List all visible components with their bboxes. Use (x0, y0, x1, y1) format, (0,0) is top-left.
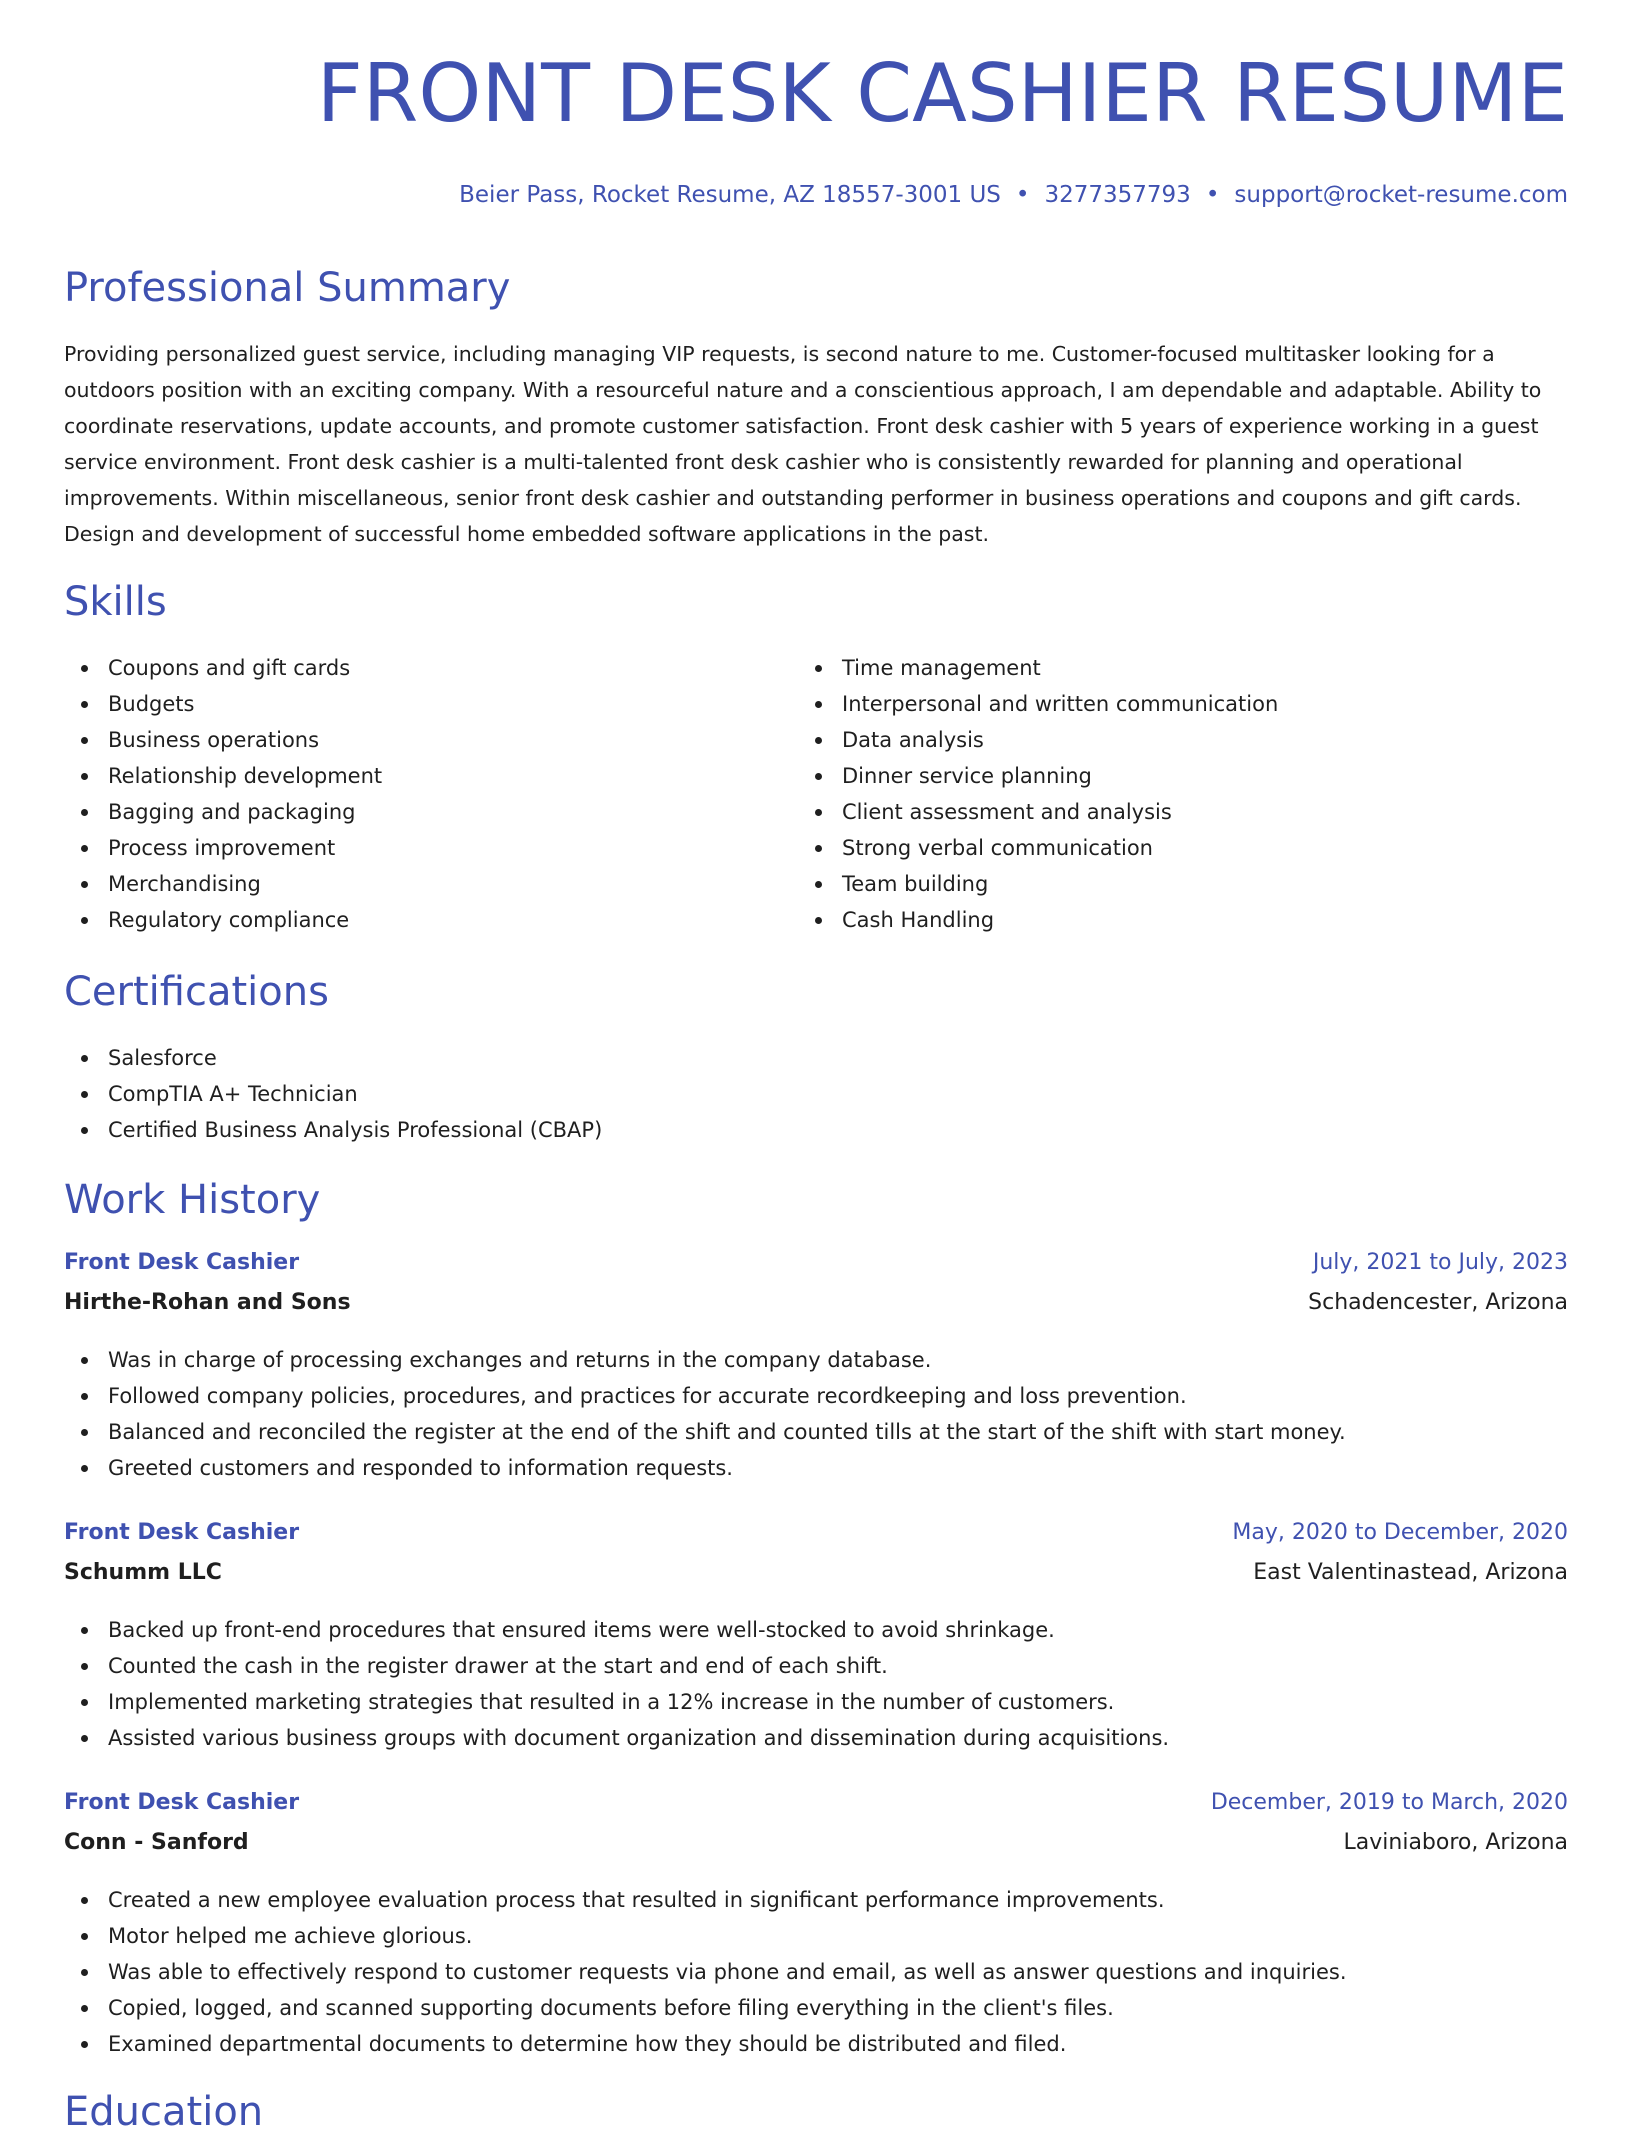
job-title: Front Desk Cashier (64, 1250, 300, 1275)
job-bullet: Assisted various business groups with document organization and dissemination during acquisitions. (64, 1720, 1568, 1756)
certification-item: Salesforce (64, 1040, 602, 1076)
job-company: Schumm LLC (64, 1560, 222, 1585)
job-title: Front Desk Cashier (64, 1790, 300, 1815)
summary-text: Providing personalized guest service, including managing VIP requests, is second nature to me. Customer-focused multitasker looking for a outdoors position with an exciting company. With a resourceful nature and a conscientious approach, I am dependable and adaptable. Ability to coordinate reservations, update accounts, and promote customer satisfaction. Front desk cashier with 5 years of experience working in a guest service environment. Front desk cashier is a multi-talented front desk cashier who is consistently rewarded for planning and operational improvements. Within miscellaneous, senior front desk cashier and outstanding performer in business operations and coupons and gift cards. Design and development of successful home embedded software applications in the past. (64, 342, 1542, 546)
job-bullet: Implemented marketing strategies that resulted in a 12% increase in the number of customers. (64, 1684, 1568, 1720)
skill-item: Process improvement (64, 830, 382, 866)
skill-item: Relationship development (64, 758, 382, 794)
job-bullet: Created a new employee evaluation process that resulted in significant performance improvements. (64, 1882, 1568, 1918)
certification-item: CompTIA A+ Technician (64, 1076, 602, 1112)
job-location: East Valentinastead, Arizona (1253, 1560, 1568, 1585)
job-entry (64, 1250, 1568, 1486)
job-company-row (64, 1830, 1568, 1870)
section-title-skills: Skills (64, 579, 167, 625)
job-bullet: Followed company policies, procedures, and practices for accurate recordkeeping and loss prevention. (64, 1378, 1568, 1414)
job-dates: July, 2021 to July, 2023 (1312, 1250, 1568, 1275)
job-company-row (64, 1290, 1568, 1330)
job-location: Schadencester, Arizona (1308, 1290, 1568, 1315)
job-header-row (64, 1520, 1568, 1560)
contact-line (459, 182, 1568, 208)
job-bullet: Greeted customers and responded to information requests. (64, 1450, 1568, 1486)
contact-address: Beier Pass, Rocket Resume, AZ 18557-3001 US (459, 182, 1001, 208)
skills-list-right (798, 650, 1278, 938)
job-bullet-list (64, 1612, 1568, 1756)
skill-item: Client assessment and analysis (798, 794, 1278, 830)
job-bullet: Examined departmental documents to determine how they should be distributed and filed. (64, 2026, 1568, 2062)
skill-item: Budgets (64, 686, 382, 722)
job-company-row (64, 1560, 1568, 1600)
contact-separator: • (1205, 182, 1220, 208)
job-location: Laviniaboro, Arizona (1343, 1830, 1568, 1855)
job-company: Conn - Sanford (64, 1830, 249, 1855)
skill-item: Merchandising (64, 866, 382, 902)
job-bullet-list (64, 1342, 1568, 1486)
section-title-education: Education (64, 2089, 264, 2135)
skill-item: Strong verbal communication (798, 830, 1278, 866)
job-bullet-list (64, 1882, 1568, 2062)
skill-item: Team building (798, 866, 1278, 902)
job-bullet: Was able to effectively respond to customer requests via phone and email, as well as answer questions and inquiries. (64, 1954, 1568, 1990)
skills-column-left (64, 650, 382, 938)
certification-item: Certified Business Analysis Professional (CBAP) (64, 1112, 602, 1148)
job-bullet: Balanced and reconciled the register at the end of the shift and counted tills at the start of the shift with start money. (64, 1414, 1568, 1450)
skill-item: Coupons and gift cards (64, 650, 382, 686)
skill-item: Regulatory compliance (64, 902, 382, 938)
section-title-work-history: Work History (64, 1177, 321, 1223)
certifications-block (64, 1040, 602, 1148)
contact-email[interactable]: support@rocket-resume.com (1234, 182, 1568, 208)
job-bullet: Was in charge of processing exchanges and returns in the company database. (64, 1342, 1568, 1378)
job-bullet: Backed up front-end procedures that ensured items were well-stocked to avoid shrinkage. (64, 1612, 1568, 1648)
skills-column-right (798, 650, 1278, 938)
contact-separator: • (1015, 182, 1030, 208)
job-dates: May, 2020 to December, 2020 (1232, 1520, 1568, 1545)
section-title-summary: Professional Summary (64, 265, 511, 311)
job-dates: December, 2019 to March, 2020 (1210, 1790, 1568, 1815)
skill-item: Data analysis (798, 722, 1278, 758)
skills-list-left (64, 650, 382, 938)
resume-title: FRONT DESK CASHIER RESUME (316, 47, 1568, 140)
skill-item: Bagging and packaging (64, 794, 382, 830)
skill-item: Interpersonal and written communication (798, 686, 1278, 722)
job-bullet: Counted the cash in the register drawer at the start and end of each shift. (64, 1648, 1568, 1684)
job-entry (64, 1520, 1568, 1756)
skill-item: Dinner service planning (798, 758, 1278, 794)
skill-item: Cash Handling (798, 902, 1278, 938)
section-title-certifications: Certifications (64, 969, 329, 1015)
job-header-row (64, 1790, 1568, 1830)
job-header-row (64, 1250, 1568, 1290)
contact-phone: 3277357793 (1044, 182, 1191, 208)
job-company: Hirthe-Rohan and Sons (64, 1290, 351, 1315)
job-bullet: Copied, logged, and scanned supporting documents before filing everything in the client's files. (64, 1990, 1568, 2026)
skill-item: Time management (798, 650, 1278, 686)
job-entry (64, 1790, 1568, 2062)
job-title: Front Desk Cashier (64, 1520, 300, 1545)
certifications-list (64, 1040, 602, 1148)
skill-item: Business operations (64, 722, 382, 758)
job-bullet: Motor helped me achieve glorious. (64, 1918, 1568, 1954)
